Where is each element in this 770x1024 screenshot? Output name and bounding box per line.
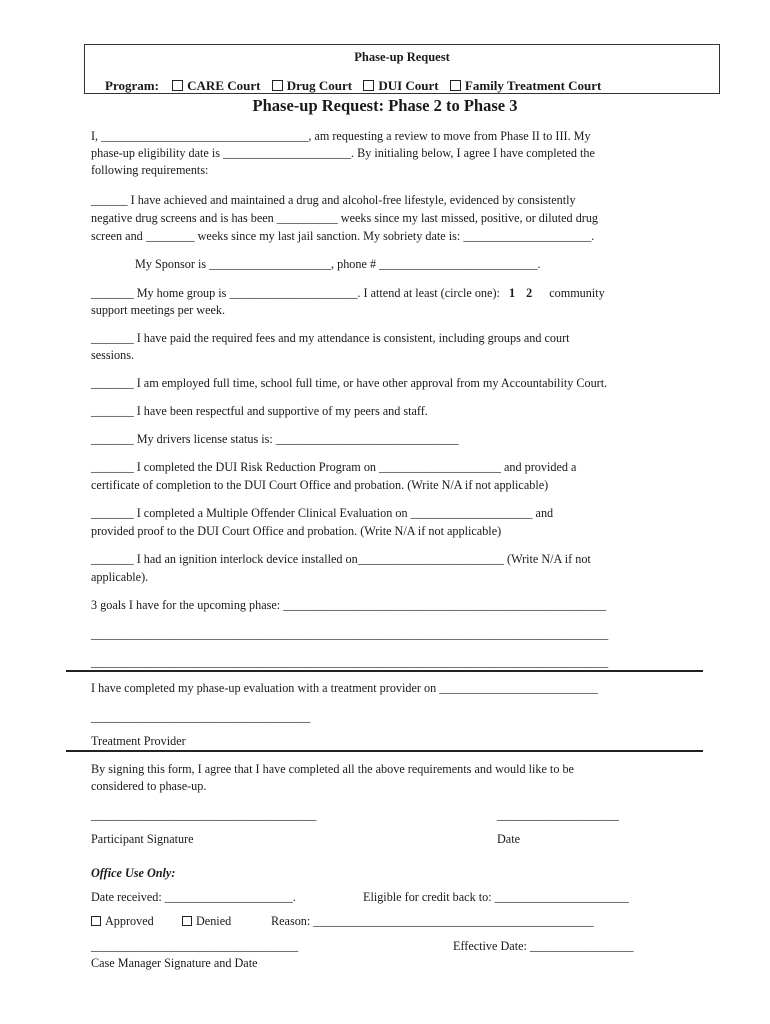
req-clinical-eval-line-1[interactable]: _______ I completed a Multiple Offender Clinical Evaluation on ____________________ and	[91, 506, 554, 520]
care-court-label: CARE Court	[187, 78, 261, 93]
goals-line-1[interactable]: 3 goals I have for the upcoming phase: _____________________________________________________	[91, 598, 607, 612]
denied-label: Denied	[196, 914, 232, 928]
intro-line-1[interactable]: I, __________________________________, am requesting a review to move from Phase II to III. My	[91, 129, 591, 143]
program-header-box	[84, 44, 720, 94]
req-sobriety-line-2[interactable]: negative drug screens and is has been __________ weeks since my last missed, positive, or diluted drug	[91, 211, 599, 225]
participant-date-line[interactable]: ____________________	[497, 808, 619, 822]
denied-checkbox[interactable]	[182, 916, 192, 926]
intro-line-2[interactable]: phase-up eligibility date is _____________________. By initialing below, I agree I have completed the	[91, 146, 595, 160]
effective-date-field[interactable]: Effective Date: _________________	[453, 939, 634, 953]
meetings-option-1[interactable]: 1	[508, 286, 516, 300]
drug-court-checkbox[interactable]	[272, 80, 283, 91]
participant-signature-label: Participant Signature	[91, 832, 194, 846]
evaluation-line[interactable]: I have completed my phase-up evaluation with a treatment provider on __________________________	[91, 681, 598, 695]
dui-court-label: DUI Court	[378, 78, 439, 93]
approved-label: Approved	[105, 914, 154, 928]
signing-statement-line-1: By signing this form, I agree that I have completed all the above requirements and would like to be	[91, 762, 574, 776]
office-use-title: Office Use Only:	[91, 866, 176, 880]
denied-option[interactable]	[182, 914, 231, 929]
community-text: community	[549, 286, 605, 300]
participant-date-label: Date	[497, 832, 521, 846]
req-sobriety-line-3[interactable]: screen and ________ weeks since my last jail sanction. My sobriety date is: _____________________.	[91, 229, 595, 243]
page-title: Phase-up Request: Phase 2 to Phase 3	[252, 96, 518, 115]
care-court-checkbox[interactable]	[172, 80, 183, 91]
program-label: Program:	[105, 78, 159, 93]
case-manager-signature-line[interactable]: __________________________________	[91, 939, 299, 953]
req-interlock-line-2: applicable).	[91, 570, 149, 584]
req-license-line[interactable]: _______ My drivers license status is: ______________________________	[91, 432, 459, 446]
sponsor-line[interactable]: My Sponsor is ____________________, phone # __________________________.	[135, 257, 541, 271]
req-dui-line-1[interactable]: _______ I completed the DUI Risk Reduction Program on ____________________ and provided a	[91, 460, 577, 474]
req-fees-line-1[interactable]: _______ I have paid the required fees and my attendance is consistent, including groups and court	[91, 331, 570, 345]
req-dui-line-2: certificate of completion to the DUI Court Office and probation. (Write N/A if not applicable)	[91, 478, 549, 492]
req-fees-line-2: sessions.	[91, 348, 135, 362]
meetings-option-2[interactable]: 2	[526, 286, 533, 300]
approved-checkbox[interactable]	[91, 916, 101, 926]
treatment-provider-label: Treatment Provider	[91, 734, 186, 748]
drug-court-label: Drug Court	[286, 78, 353, 93]
req-homegroup-line-1[interactable]	[91, 286, 605, 301]
dui-court-checkbox[interactable]	[363, 80, 374, 91]
section-divider-1	[66, 670, 703, 672]
req-homegroup-line-2: support meetings per week.	[91, 303, 226, 317]
case-manager-label: Case Manager Signature and Date	[91, 956, 258, 970]
participant-signature-line[interactable]: _____________________________________	[91, 808, 317, 822]
family-treatment-court-label: Family Treatment Court	[464, 78, 602, 93]
approved-option[interactable]	[91, 914, 154, 929]
req-respect-line[interactable]: _______ I have been respectful and supportive of my peers and staff.	[91, 404, 428, 418]
req-employed-line[interactable]: _______ I am employed full time, school full time, or have other approval from my Accountability Court.	[91, 376, 608, 390]
intro-line-3: following requirements:	[91, 163, 209, 177]
treatment-provider-signature-line[interactable]: ____________________________________	[91, 710, 311, 724]
header-title: Phase-up Request	[354, 50, 450, 64]
date-received-field[interactable]: Date received: _____________________.	[91, 890, 296, 904]
req-interlock-line-1[interactable]: _______ I had an ignition interlock device installed on________________________ (Write N/A if not	[91, 552, 591, 566]
program-selector	[105, 78, 601, 94]
req-clinical-eval-line-2: provided proof to the DUI Court Office and probation. (Write N/A if not applicable)	[91, 524, 502, 538]
section-divider-2	[66, 750, 703, 752]
goals-line-3[interactable]: _______________________________________________________________________________________	[91, 655, 609, 669]
req-sobriety-line-1[interactable]: ______ I have achieved and maintained a drug and alcohol-free lifestyle, evidenced by consistently	[91, 193, 576, 207]
goals-line-2[interactable]: _______________________________________________________________________________________	[91, 627, 609, 641]
homegroup-text[interactable]: _______ My home group is _____________________. I attend at least (circle one):	[91, 286, 500, 300]
reason-field[interactable]: Reason: ______________________________________________	[271, 914, 594, 928]
eligible-credit-field[interactable]: Eligible for credit back to: ______________________	[363, 890, 629, 904]
family-treatment-court-checkbox[interactable]	[450, 80, 461, 91]
signing-statement-line-2: considered to phase-up.	[91, 779, 207, 793]
